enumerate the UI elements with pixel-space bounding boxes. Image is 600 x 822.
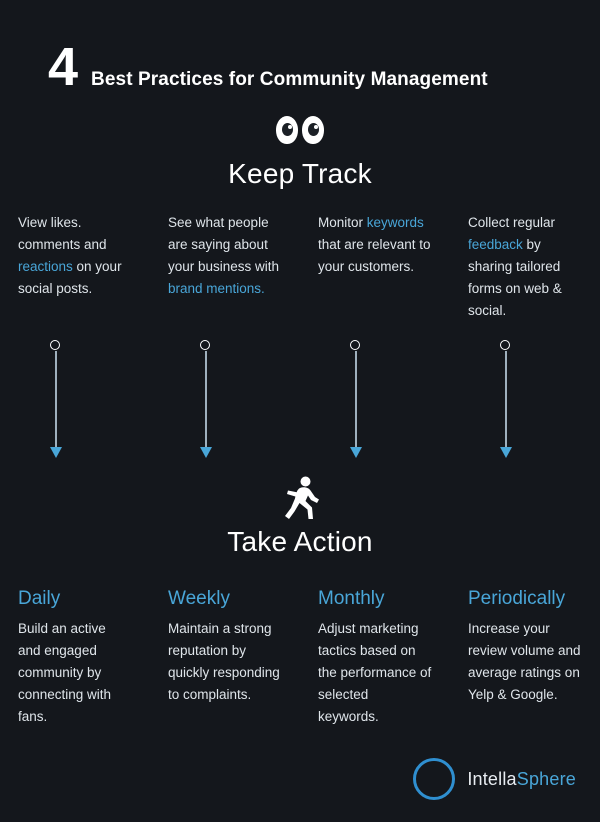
highlighted-term: brand mentions. bbox=[168, 281, 265, 296]
bottom-column-1 bbox=[0, 588, 150, 728]
bottom-column-1-text: Build an active and engaged community by connecting with fans. bbox=[18, 621, 112, 724]
body-text: on your social posts. bbox=[18, 259, 122, 296]
headline-number: 4 bbox=[48, 37, 78, 97]
section-title-take-action: Take Action bbox=[227, 526, 373, 557]
bottom-column-3-heading: Monthly bbox=[318, 588, 385, 609]
section-keep-track bbox=[0, 108, 600, 190]
highlighted-term: reactions bbox=[18, 259, 73, 274]
arrow-cell-1 bbox=[0, 340, 150, 470]
bottom-column-1-heading: Daily bbox=[18, 588, 61, 609]
eyes-icon bbox=[0, 108, 600, 152]
arrow-cell-2 bbox=[150, 340, 300, 470]
arrow-cell-4 bbox=[450, 340, 600, 470]
body-text: View likes. comments and bbox=[18, 215, 107, 252]
bottom-columns bbox=[0, 588, 600, 728]
down-arrow-icon bbox=[350, 340, 362, 462]
down-arrow-icon bbox=[200, 340, 212, 462]
brand-name bbox=[467, 769, 576, 790]
bottom-column-3-text: Adjust marketing tactics based on the performance of selected keywords. bbox=[318, 621, 432, 724]
brand-name-first: Intella bbox=[467, 768, 517, 789]
highlighted-term: feedback bbox=[468, 237, 523, 252]
body-text: See what people are saying about your business with bbox=[168, 215, 280, 274]
circle-ring-logo-icon bbox=[413, 758, 455, 800]
bottom-column-4 bbox=[450, 588, 600, 728]
brand-name-second: Sphere bbox=[516, 768, 576, 789]
down-arrow-icon bbox=[50, 340, 62, 462]
top-column-4 bbox=[450, 212, 600, 322]
bottom-column-2-text: Maintain a strong reputation by quickly responding to complaints. bbox=[168, 621, 280, 702]
page-title: Best Practices for Community Management bbox=[91, 69, 488, 90]
body-text: Collect regular bbox=[468, 215, 556, 230]
body-text: by sharing tailored forms on web & social. bbox=[468, 237, 562, 318]
page-header bbox=[48, 37, 488, 97]
top-column-1-text bbox=[18, 212, 132, 300]
running-person-icon bbox=[0, 476, 600, 520]
body-text: Monitor bbox=[318, 215, 367, 230]
bottom-column-4-text: Increase your review volume and average ratings on Yelp & Google. bbox=[468, 621, 581, 702]
bottom-column-4-heading: Periodically bbox=[468, 588, 566, 609]
arrow-cell-3 bbox=[300, 340, 450, 470]
bottom-column-2 bbox=[150, 588, 300, 728]
bottom-column-3 bbox=[300, 588, 450, 728]
section-take-action bbox=[0, 476, 600, 558]
arrow-connectors bbox=[0, 340, 600, 470]
top-columns bbox=[0, 212, 600, 322]
footer-logo bbox=[413, 758, 576, 800]
top-column-1 bbox=[0, 212, 150, 322]
section-title-keep-track: Keep Track bbox=[228, 158, 372, 189]
top-column-4-text bbox=[468, 212, 582, 322]
down-arrow-icon bbox=[500, 340, 512, 462]
top-column-2 bbox=[150, 212, 300, 322]
top-column-3 bbox=[300, 212, 450, 322]
top-column-3-text bbox=[318, 212, 432, 278]
top-column-2-text bbox=[168, 212, 282, 300]
highlighted-term: keywords bbox=[366, 215, 424, 230]
body-text: that are relevant to your customers. bbox=[318, 237, 431, 274]
bottom-column-2-heading: Weekly bbox=[168, 588, 230, 609]
